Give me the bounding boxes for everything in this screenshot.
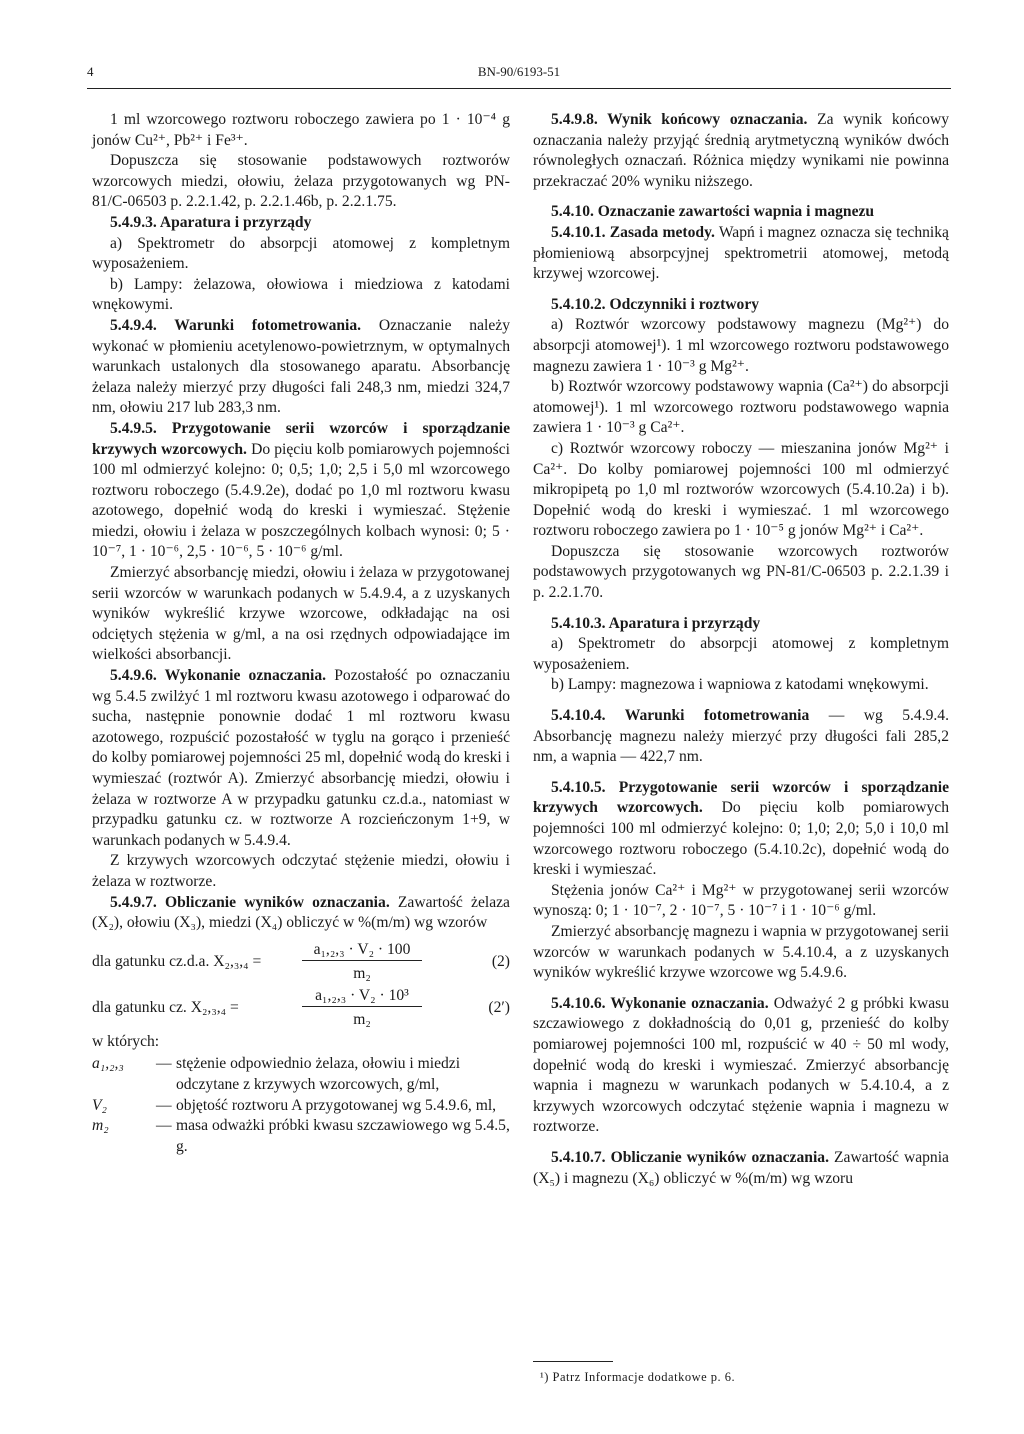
paragraph: Zmierzyć absorbancję magnezu i wapnia w przygotowanej serii wzorców w warunkach podanych w 5.4.10.4, a z uzyskanych wyników wykreślić krzywe wzorcowe wg 5.4.9.6. bbox=[533, 922, 949, 982]
footnote-rule bbox=[533, 1361, 613, 1362]
list-item: a) Roztwór wzorcowy podstawowy magnezu (Mg²⁺) do absorpcji atomowej¹). 1 ml wzorcowego roztworu podstawowego magnezu zawiera 1 · 10⁻³ g Mg²⁺. bbox=[533, 316, 949, 375]
footnote: ¹) Patrz Informacje dodatkowe p. 6. bbox=[540, 1370, 736, 1384]
list-item: b) Lampy: magnezowa i wapniowa z katodami wnękowymi. bbox=[551, 676, 929, 694]
list-item: c) Roztwór wzorcowy roboczy — mieszanina jonów Mg²⁺ i Ca²⁺. Do kolby pomiarowej pojemności 100 ml odmierzyć mikropipetą po 1,0 ml roztworów wzorcowych (5.4.10.2a) i b). Dopełnić wodą do kreski i wymieszać. 1 ml wzorcowego roztworu roboczego zawiera po 1 · 10⁻⁵ g jonów Mg²⁺ i Ca²⁺. bbox=[533, 439, 949, 540]
section-heading: 5.4.10.7. Obliczanie wyników oznaczania. bbox=[551, 1148, 829, 1166]
section-heading: 5.4.10.3. Aparatura i przyrządy bbox=[551, 614, 761, 632]
section-heading: 5.4.9.4. Warunki fotometrowania. bbox=[110, 316, 362, 334]
section-heading: 5.4.9.8. Wynik końcowy oznaczania. bbox=[551, 111, 808, 128]
paragraph: Dopuszcza się stosowanie wzorcowych roztworów podstawowych przygotowanych wg PN-81/C-06503 p. 2.2.1.39 i p. 2.2.1.70. bbox=[533, 542, 949, 602]
section-heading: 5.4.9.5. Przygotowanie serii wzorców i sporządzanie krzywych wzorcowych. bbox=[92, 419, 510, 458]
paragraph: 5.4.10.6. Wykonanie oznaczania. Odważyć 2 g próbki kwasu szczawiowego z dokładnością do 0,01 g, przenieść do kolby pomiarowej pojemności 100 ml, rozpuścić w 40 ÷ 50 ml wody, dopełnić wodą do kreski i wymieszać. Zmierzyć absorbancję wapnia i magnezu w warunkach podanych w 5.4.10.4, a z krzywych wzorcowych odczytać stężenie wapnia i magnezu w roztworze. bbox=[533, 994, 949, 1136]
definition-item: m₂ — masa odważki próbki kwasu szczawiowego wg 5.4.5, g. bbox=[92, 1117, 510, 1155]
definition-item: V₂ — objętość roztworu A przygotowanej wg 5.4.9.6, ml, bbox=[92, 1096, 497, 1114]
paragraph: 5.4.10.4. Warunki fotometrowania — wg 5.4.9.4. Absorbancję magnezu należy mierzyć przy długości fali 285,2 nm, a wapnia — 422,7 nm. bbox=[533, 707, 949, 766]
section-heading: 5.4.10.6. Wykonanie oznaczania. bbox=[551, 994, 769, 1012]
paragraph: 5.4.10.7. Obliczanie wyników oznaczania. Zawartość wapnia (X₅) i magnezu (X₆) obliczyć w %(m/m) wg wzoru bbox=[533, 1148, 949, 1187]
paragraph: 5.4.9.8. Wynik końcowy oznaczania. Za wynik końcowy oznaczania należy przyjąć średnią arytmetyczną wyników dwóch równoległych oznaczań. Różnica między wynikami nie powinna przekraczać 20% wyniku niższego. bbox=[533, 111, 949, 190]
formula-2: dla gatunku cz.d.a. X₂,₃,₄ = a₁,₂,₃ · V₂ · 100 m₂ (2) bbox=[92, 940, 510, 982]
paragraph: Stężenia jonów Ca²⁺ i Mg²⁺ w przygotowanej serii wzorców wynoszą: 0; 1 · 10⁻⁷, 2 · 10⁻⁷, 5 · 10⁻⁷ i 1 · 10⁻⁶ g/ml. bbox=[533, 881, 949, 920]
paragraph: Zmierzyć absorbancję miedzi, ołowiu i żelaza w przygotowanej serii wzorców w warunkach podanych w 5.4.9.4, a z uzyskanych wyników wykreślić krzywe wzorcowe, odkładając na osi odciętych stężenia w g/ml, a na osi rzędnych odpowiadające im wielkości absorbancji. bbox=[92, 564, 510, 664]
paragraph: 5.4.9.7. Obliczanie wyników oznaczania. Zawartość żelaza (X₂), ołowiu (X₃), miedzi (X₄) obliczyć w %(m/m) wg wzorów bbox=[92, 893, 510, 932]
where-label: w których: bbox=[92, 1032, 160, 1050]
paragraph: 5.4.9.6. Wykonanie oznaczania. Pozostałość po oznaczaniu wg 5.4.5 zwilżyć 1 ml roztworu kwasu azotowego i odparować do sucha, następnie ponownie dodać 1 ml roztworu kwasu azotowego, rozpuścić pozostałość w tyglu na gorąco i przenieść do kolby pomiarowej pojemności 25 ml, dopełnić wodą do kreski i wymieszać (roztwór A). Zmierzyć absorbancję miedzi, ołowiu i żelaza w roztworze A w przypadku gatunku cz.d.a., natomiast w przypadku gatunku cz. w roztworze A rozcieńczonym 1+9, w warunkach podanych w 5.4.9.4. bbox=[92, 667, 510, 849]
paragraph: 5.4.10.5. Przygotowanie serii wzorców i sporządzanie krzywych wzorcowych. Do pięciu kolb pomiarowych pojemności 100 ml odmierzyć kolejno: 0; 1,0; 2,0; 5,0 i 10,0 ml wzorcowego roztworu roboczego (5.4.10.2c), dopełnić wodą do kreski i wymieszać. bbox=[533, 778, 949, 879]
paragraph: 5.4.9.5. Przygotowanie serii wzorców i sporządzanie krzywych wzorcowych. Do pięciu kolb pomiarowych pojemności 100 ml odmierzyć kolejno: 0; 0,5; 1,0; 2,5 i 5,0 ml wzorcowego roztworu roboczego (5.4.9.2e), dodać po 1,0 ml roztworu kwasu azotowego, dopełnić wodą do kreski i wymieszać. Stężenie miedzi, ołowiu i żelaza w poszczególnych kolbach wynosi: 0; 5 · 10⁻⁷, 1 · 10⁻⁶, 2,5 · 10⁻⁶, 5 · 10⁻⁶ g/ml. bbox=[92, 419, 511, 561]
list-item: a) Spektrometr do absorpcji atomowej z kompletnym wyposażeniem. bbox=[533, 635, 949, 673]
right-column bbox=[533, 110, 949, 1189]
section-heading: 5.4.9.3. Aparatura i przyrządy bbox=[110, 213, 312, 231]
section-heading: 5.4.10.1. Zasada metody. bbox=[551, 223, 715, 241]
page-number: 4 bbox=[87, 64, 94, 79]
section-heading: 5.4.9.7. Obliczanie wyników oznaczania. bbox=[110, 893, 390, 911]
list-item: b) Roztwór wzorcowy podstawowy wapnia (Ca²⁺) do absorpcji atomowej¹). 1 ml wzorcowego roztworu podstawowego wapnia zawiera 1 · 10⁻³ g Ca²⁺. bbox=[533, 378, 949, 437]
list-item: b) Lampy: żelazowa, ołowiowa i miedziowa z katodami wnękowymi. bbox=[92, 275, 510, 314]
section-heading: 5.4.10.4. Warunki fotometrowania bbox=[551, 707, 810, 725]
paragraph: Z krzywych wzorcowych odczytać stężenie miedzi, ołowiu i żelaza w roztworze. bbox=[92, 852, 510, 890]
section-heading: 5.4.10.5. Przygotowanie serii wzorców i sporządzanie krzywych wzorcowych. bbox=[533, 778, 949, 817]
section-heading: 5.4.10.2. Odczynniki i roztwory bbox=[551, 295, 760, 313]
formula-2-prime: dla gatunku cz. X₂,₃,₄ = a₁,₂,₃ · V₂ · 10³ m₂ (2′) bbox=[92, 986, 510, 1028]
definitions bbox=[92, 1054, 510, 1157]
section-heading: 5.4.9.6. Wykonanie oznaczania. bbox=[110, 667, 327, 685]
section-heading: 5.4.10. Oznaczanie zawartości wapnia i magnezu bbox=[551, 203, 875, 221]
page-header bbox=[87, 62, 951, 84]
paragraph: 5.4.9.4. Warunki fotometrowania. Oznaczanie należy wykonać w płomieniu acetylenowo-powietrznym, w optymalnych warunkach ustalonych dla stosowanego aparatu. Absorbancję żelaza należy mierzyć przy długości fali 248,3 nm, miedzi 324,7 nm, ołowiu 217 lub 283,3 nm. bbox=[92, 316, 510, 417]
paragraph: 5.4.10.1. Zasada metody. Wapń i magnez oznacza się techniką płomieniową absorpcyjnej spektrometrii atomowej, metodą krzywej wzorcowej. bbox=[533, 223, 949, 283]
list-item: a) Spektrometr do absorpcji atomowej z kompletnym wyposażeniem. bbox=[92, 234, 510, 273]
paragraph: Dopuszcza się stosowanie podstawowych roztworów wzorcowych miedzi, ołowiu, żelaza przygotowanych wg PN-81/C-06503 p. 2.2.1.42, p. 2.2.1.46b, p. 2.2.1.75. bbox=[92, 152, 510, 211]
document-code: BN-90/6193-51 bbox=[477, 64, 561, 79]
header-rule bbox=[87, 88, 951, 89]
definition-item: a₁,₂,₃ — stężenie odpowiednio żelaza, ołowiu i miedzi odczytane z krzywych wzorcowych, g/ml, bbox=[92, 1055, 461, 1093]
paragraph: 1 ml wzorcowego roztworu roboczego zawiera po 1 · 10⁻⁴ g jonów Cu²⁺, Pb²⁺ i Fe³⁺. bbox=[92, 111, 510, 149]
left-column bbox=[92, 110, 510, 1157]
